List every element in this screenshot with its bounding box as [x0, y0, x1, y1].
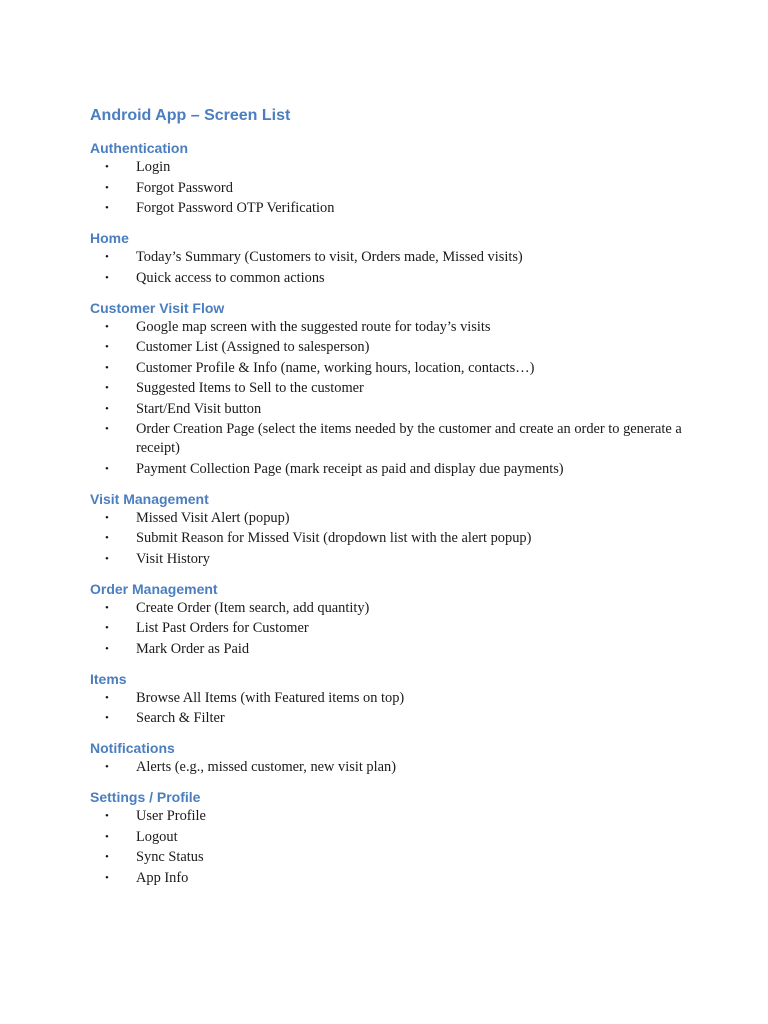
- section-heading: Visit Management: [90, 490, 209, 507]
- list-item: • Browse All Items (with Featured items on top): [105, 689, 405, 706]
- list-item: • Forgot Password OTP Verification: [105, 200, 335, 216]
- section-heading: Customer Visit Flow: [90, 299, 225, 316]
- bullet-icon: •: [105, 341, 109, 353]
- list-item: • Suggested Items to Sell to the customer: [105, 380, 364, 396]
- bullet-icon: •: [105, 532, 109, 544]
- section-customer-visit-flow: [90, 298, 690, 479]
- bullet-icon: •: [105, 202, 109, 214]
- list-item: • Today’s Summary (Customers to visit, Orders made, Missed visits): [105, 249, 523, 265]
- list-item: • Search & Filter: [105, 710, 225, 726]
- list-item: • Customer Profile & Info (name, working hours, location, contacts…): [105, 359, 535, 376]
- bullet-icon: •: [105, 552, 109, 565]
- list-item: • Missed Visit Alert (popup): [105, 509, 290, 526]
- bullet-icon: •: [105, 851, 109, 863]
- list-item: • Payment Collection Page (mark receipt as paid and display due payments): [105, 460, 564, 477]
- bullet-icon: •: [105, 511, 109, 524]
- list-item: • Order Creation Page (select the items needed by the customer and create an order to generate a receipt): [105, 421, 682, 456]
- bullet-icon: •: [105, 320, 109, 333]
- list-item: • App Info: [105, 869, 189, 886]
- list-item: • Login: [105, 159, 171, 175]
- bullet-list: [90, 807, 690, 888]
- list-item: • Create Order (Item search, add quantity): [105, 599, 370, 616]
- list-item: • Alerts (e.g., missed customer, new visit plan): [105, 759, 397, 775]
- bullet-icon: •: [105, 361, 109, 374]
- bullet-icon: •: [105, 402, 109, 415]
- list-item: • Google map screen with the suggested route for today’s visits: [105, 318, 491, 335]
- section-authentication: [90, 138, 690, 218]
- bullet-icon: •: [105, 251, 109, 263]
- section-heading: Authentication: [90, 140, 188, 156]
- document-page: [90, 104, 690, 889]
- section-heading: Items: [90, 670, 127, 687]
- list-item: • Forgot Password: [105, 179, 233, 196]
- bullet-icon: •: [105, 382, 109, 394]
- bullet-icon: •: [105, 601, 109, 614]
- list-item: • List Past Orders for Customer: [105, 620, 309, 636]
- section-heading: Home: [90, 230, 129, 246]
- bullet-icon: •: [105, 691, 109, 704]
- list-item: • Sync Status: [105, 849, 204, 865]
- list-item: • Submit Reason for Missed Visit (dropdown list with the alert popup): [105, 530, 532, 546]
- list-item: • Customer List (Assigned to salesperson): [105, 339, 370, 355]
- list-item: • Mark Order as Paid: [105, 640, 250, 657]
- bullet-list: [90, 758, 690, 777]
- section-order-management: [90, 579, 690, 659]
- section-visit-management: [90, 489, 690, 569]
- document-title: Android App – Screen List: [90, 107, 291, 124]
- bullet-list: [90, 509, 690, 569]
- bullet-icon: •: [105, 642, 109, 655]
- list-item: • Start/End Visit button: [105, 400, 262, 417]
- bullet-icon: •: [105, 712, 109, 724]
- bullet-icon: •: [105, 761, 109, 773]
- bullet-icon: •: [105, 271, 109, 284]
- bullet-icon: •: [105, 810, 109, 822]
- bullet-list: [90, 158, 690, 218]
- bullet-icon: •: [105, 462, 109, 475]
- bullet-icon: •: [105, 423, 109, 435]
- section-items: [90, 669, 690, 729]
- section-heading: Settings / Profile: [90, 789, 201, 805]
- list-item: • Logout: [105, 828, 178, 845]
- section-home: [90, 228, 690, 288]
- bullet-list: [90, 689, 690, 729]
- section-settings-profile: [90, 787, 690, 888]
- section-heading: Order Management: [90, 580, 218, 597]
- bullet-icon: •: [105, 181, 109, 194]
- section-notifications: [90, 738, 690, 777]
- bullet-list: [90, 248, 690, 288]
- bullet-icon: •: [105, 830, 109, 843]
- list-item: • Quick access to common actions: [105, 269, 325, 286]
- bullet-icon: •: [105, 871, 109, 884]
- bullet-list: [90, 599, 690, 659]
- list-item: • Visit History: [105, 550, 210, 567]
- section-heading: Notifications: [90, 740, 175, 756]
- bullet-list: [90, 318, 690, 479]
- bullet-icon: •: [105, 161, 109, 173]
- bullet-icon: •: [105, 622, 109, 634]
- list-item: • User Profile: [105, 808, 206, 824]
